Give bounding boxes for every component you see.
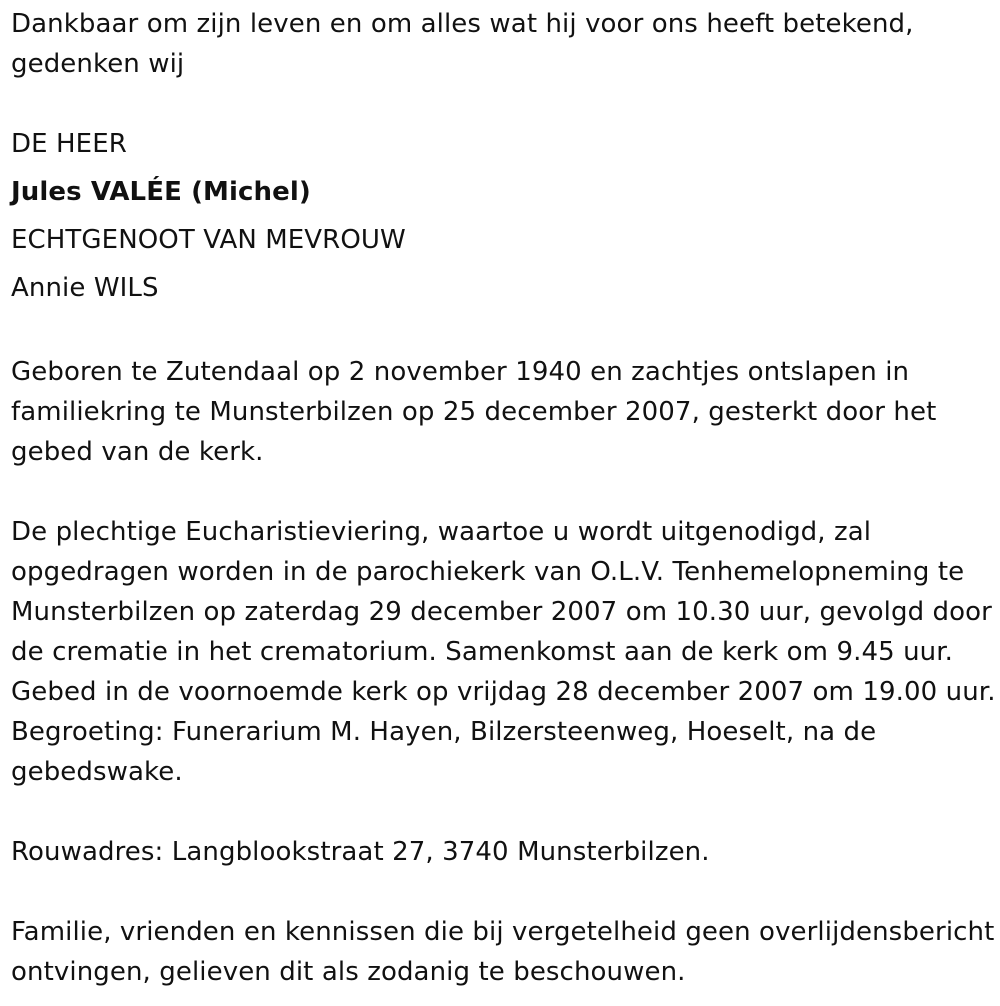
mourning-address: Rouwadres: Langblookstraat 27, 3740 Munsterbilzen. <box>11 837 710 867</box>
closing-paragraph: Familie, vrienden en kennissen die bij vergetelheid geen overlijdensbericht ontvingen, gelieven dit als zodanig te beschouwen. <box>11 917 995 987</box>
relation-label: ECHTGENOOT VAN MEVROUW <box>11 225 406 255</box>
opening-paragraph: Dankbaar om zijn leven en om alles wat hij voor ons heeft betekend, gedenken wij <box>11 9 914 79</box>
obituary-document <box>11 4 996 992</box>
honorific: DE HEER <box>11 129 127 159</box>
ceremony-paragraph: De plechtige Eucharistieviering, waartoe u wordt uitgenodigd, zal opgedragen worden in de parochiekerk van O.L.V. Tenhemelopneming te Munsterbilzen op zaterdag 29 december 2007 om 10.30 uur, gevolgd door de crematie in het crematorium. Samenkomst aan de kerk om 9.45 uur. Gebed in de voornoemde kerk op vrijdag 28 december 2007 om 19.00 uur. Begroeting: Funerarium M. Hayen, Bilzersteenweg, Hoeselt, na de gebedswake. <box>11 517 996 787</box>
spouse-name: Annie WILS <box>11 273 159 303</box>
deceased-name: Jules VALÉE (Michel) <box>11 177 311 207</box>
birth-death-paragraph: Geboren te Zutendaal op 2 november 1940 en zachtjes ontslapen in familiekring te Munsterbilzen op 25 december 2007, gesterkt door het gebed van de kerk. <box>11 357 937 467</box>
deceased-block <box>11 124 996 312</box>
